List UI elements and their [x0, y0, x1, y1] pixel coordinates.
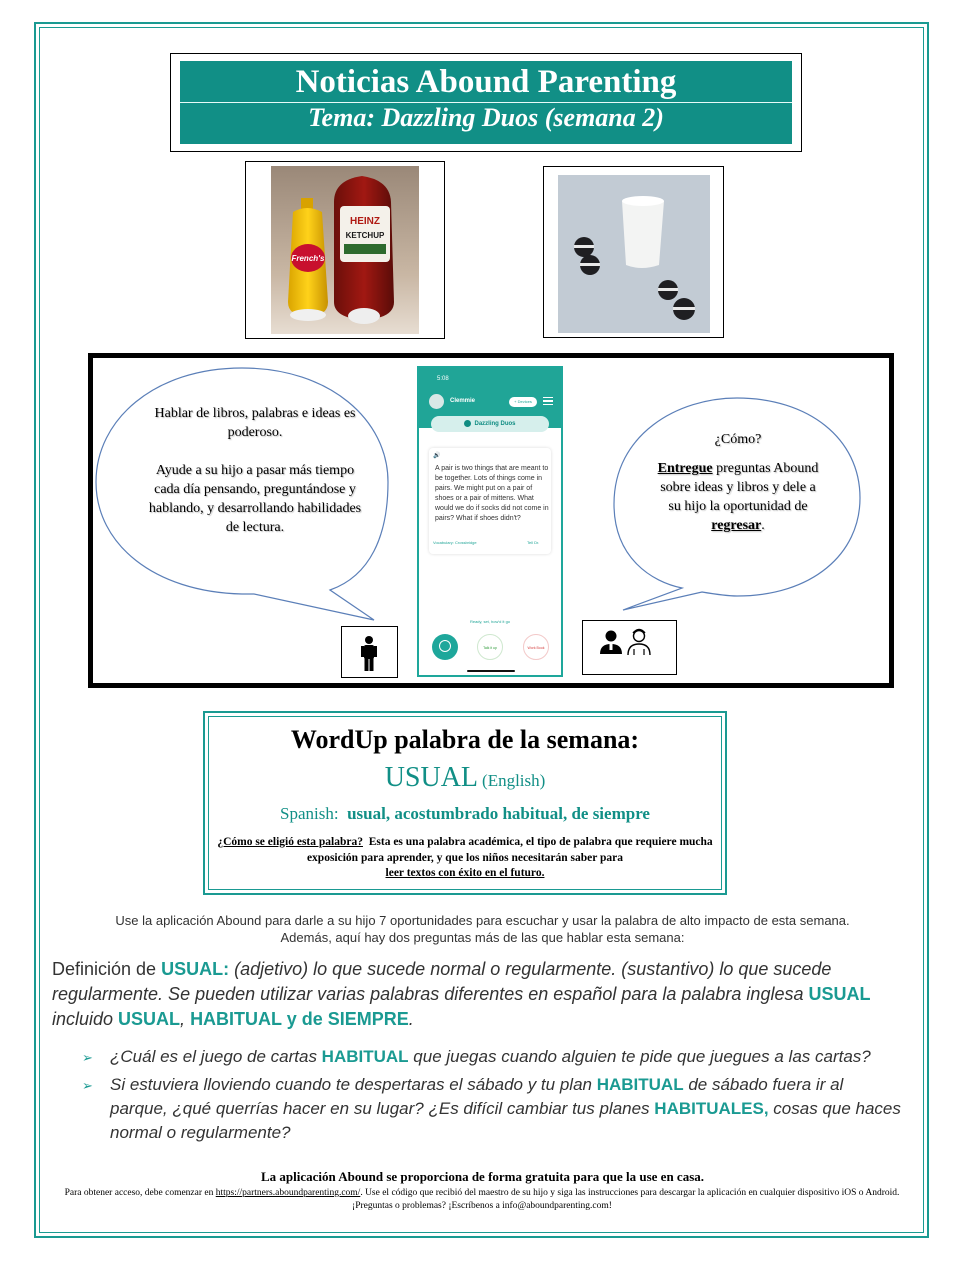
menu-icon[interactable]: [543, 397, 553, 405]
child-icon-box: [341, 626, 398, 678]
footer-instructions: [52, 1187, 912, 1213]
question-1-a: ¿Cuál es el juego de cartas: [110, 1047, 322, 1066]
avatar: [429, 394, 444, 409]
footer-title: La aplicación Abound se proporciona de forma gratuita para que la use en casa.: [261, 1169, 704, 1184]
right-bubble-text: [655, 430, 821, 535]
page-subtitle: Tema: Dazzling Duos (semana 2): [308, 103, 664, 132]
why-answer: Esta es una palabra académica, el tipo de palabra que requiere mucha exposición para aprender, y que los niños necesitarán saber para: [306, 836, 713, 864]
phone-screenshot: [417, 366, 563, 677]
svg-text:KETCHUP: KETCHUP: [345, 231, 385, 240]
left-bubble-para1: Hablar de libros, palabras e ideas es poderoso.: [154, 406, 356, 440]
question-2-text: [110, 1073, 905, 1145]
question-1-b: HABITUAL: [321, 1047, 409, 1066]
why-question: ¿Cómo se eligió esta palabra?: [217, 836, 363, 848]
topic-pill[interactable]: [431, 416, 549, 432]
definition-word3: USUAL: [118, 1009, 181, 1029]
definition-text4: .: [408, 1009, 414, 1029]
question-2-e: cosas que haces normal o regularmente?: [110, 1099, 901, 1142]
workbook-button[interactable]: Work Book: [523, 634, 549, 660]
svg-text:HEINZ: HEINZ: [350, 216, 380, 227]
check-icon: [439, 640, 451, 652]
right-bubble-body: [655, 459, 821, 535]
right-bubble-mid: preguntas Abound sobre ideas y libros y dele a su hijo la oportunidad de: [660, 461, 819, 514]
phone-time: 5:08: [437, 376, 449, 382]
intro-line1: Use la aplicación Abound para darle a su hijo 7 oportunidades para escuchar y usar la palabra de alto impacto de esta semana.: [115, 913, 850, 928]
deliver-word: Entregue: [657, 461, 713, 476]
intro-line2: Además, aquí hay dos preguntas más de las que hablar esta semana:: [280, 930, 685, 945]
spanish-colon: :: [333, 804, 348, 823]
spanish-translation: [208, 804, 722, 824]
question-2-d: HABITUALES,: [654, 1099, 769, 1118]
phone-user: Clemmie: [450, 398, 476, 404]
question-1-c: que juegas cuando alguien te pide que juegues a las cartas?: [408, 1047, 871, 1066]
word-of-week: [208, 760, 722, 796]
child-figure-icon: [342, 627, 397, 677]
arrow-bullet-icon: ➢: [82, 1050, 93, 1065]
definition-word: USUAL:: [161, 959, 230, 979]
arrow-bullet-icon: ➢: [82, 1078, 93, 1093]
intro-text: [60, 912, 905, 946]
return-word: regresar: [711, 518, 762, 533]
definition: [52, 957, 912, 1032]
parents-icon-box: [582, 620, 677, 675]
why-link: leer textos con éxito en el futuro.: [385, 867, 545, 879]
left-bubble-text: [146, 404, 364, 537]
definition-lead: Definición de: [52, 959, 162, 979]
tell-label[interactable]: Tell Dr.: [527, 540, 540, 545]
question-2-b: HABITUAL: [596, 1075, 684, 1094]
parents-icon: [583, 621, 676, 674]
question-2-c: de sábado fuera ir al parque, ¿qué querrías hacer en su lugar? ¿Es difícil cambiar tus planes: [110, 1075, 844, 1118]
photo-frame-milk: [543, 166, 724, 338]
right-bubble-end: .: [761, 518, 765, 533]
spanish-label: Spanish: [280, 804, 334, 823]
definition-text3: ,: [180, 1009, 191, 1029]
speaker-icon[interactable]: 🔊: [433, 453, 441, 459]
devices-button[interactable]: + Devices: [509, 397, 537, 407]
why-chosen: [214, 835, 716, 882]
spanish-words: usual, acostumbrado habitual, de siempre: [347, 804, 650, 823]
left-bubble-para2: Ayude a su hijo a pasar más tiempo cada día pensando, preguntándose y hablando, y desarrollando habilidades de lectura.: [148, 463, 362, 535]
wordup-heading: WordUp palabra de la semana:: [290, 725, 640, 754]
definition-word4: HABITUAL y de SIEMPRE: [190, 1009, 409, 1029]
topic-label: Dazzling Duos: [474, 421, 516, 427]
question-2-a: Si estuviera lloviendo cuando te despertaras el sábado y tu plan: [110, 1075, 597, 1094]
partners-link[interactable]: https://partners.aboundparenting.com/: [215, 1188, 361, 1198]
talk-button[interactable]: Talk it up: [477, 634, 503, 660]
question-text: A pair is two things that are meant to be together. Lots of things come in pairs. We might put on a pair of shoes or a pair of mittens. What would we do if socks did not come in pairs? What if shoes didn't?: [435, 465, 549, 522]
home-indicator: [467, 670, 515, 672]
milk-cookies-photo: [544, 167, 723, 337]
bottom-label: Ready, set, how'd it go: [469, 619, 511, 624]
mustard-ketchup-photo: [246, 162, 444, 338]
word-usual: USUAL: [384, 762, 479, 793]
right-bubble-how: ¿Cómo?: [714, 432, 762, 447]
question-1-text: [110, 1045, 905, 1069]
page-title: Noticias Abound Parenting: [295, 64, 677, 100]
definition-text2: incluido: [52, 1009, 119, 1029]
definition-text1: (adjetivo) lo que sucede normal o regularmente. (sustantivo) lo que sucede regularmente. Se pueden utilizar varias palabras diferentes en español para la palabra inglesa: [52, 959, 832, 1004]
footer-post-link: . Use el código que recibió del maestro de su hijo y siga las instrucciones para descargar la aplicación en cualquier dispositivo iOS o Android. ¡Preguntas o problemas? ¡Escríbenos a info@aboundparenting.com!: [352, 1188, 900, 1211]
topic-icon: [464, 420, 471, 427]
footer-pre-link: Para obtener acceso, debe comenzar en: [64, 1188, 216, 1198]
vocab-label[interactable]: Vocabulary: Crossbridge: [433, 540, 477, 545]
photo-frame-condiments: [245, 161, 445, 339]
word-language: (English): [482, 771, 546, 790]
check-button[interactable]: [432, 634, 458, 660]
svg-text:French's: French's: [291, 254, 325, 263]
definition-word2: USUAL: [808, 984, 871, 1004]
